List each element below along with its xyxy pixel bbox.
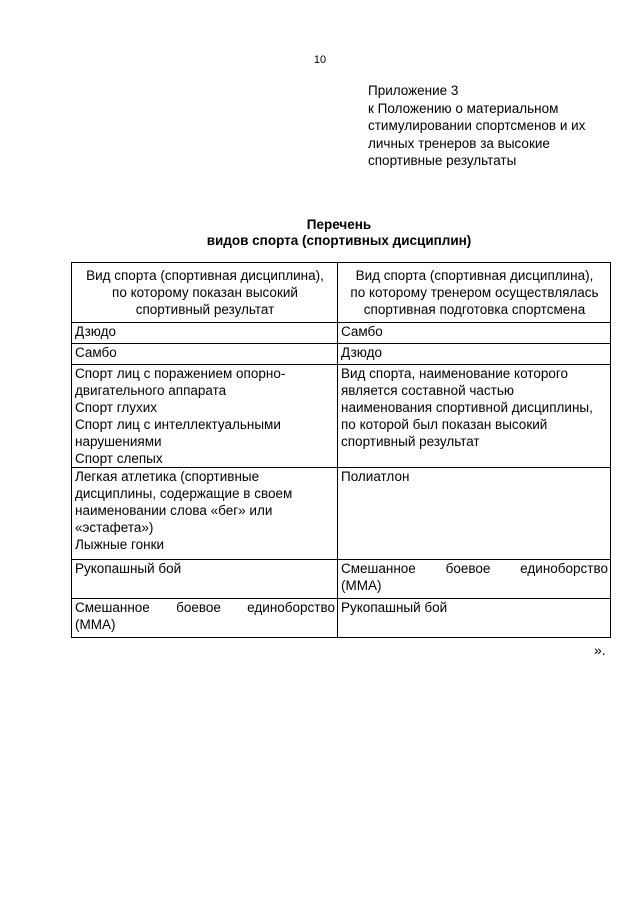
table-row — [72, 344, 611, 365]
table-cell — [72, 599, 338, 638]
table-row — [72, 323, 611, 344]
cell-line: спортивный результат — [341, 434, 480, 449]
table-cell — [72, 560, 338, 599]
table-row — [72, 560, 611, 599]
cell-line: Спорт слепых — [75, 451, 163, 466]
cell-line: Дзюдо — [75, 324, 116, 339]
cell-line: наименования спортивной дисциплины, — [341, 400, 593, 415]
table-row — [72, 365, 611, 468]
sports-table — [71, 262, 611, 638]
table-cell — [72, 468, 338, 560]
table-header-row — [72, 263, 611, 323]
table-cell — [338, 365, 611, 468]
cell-line: наименовании слова «бег» или — [75, 503, 273, 518]
cell-line: (ММА) — [75, 617, 116, 632]
header-line: спортивный результат — [135, 302, 275, 317]
cell-line: Спорт лиц с поражением опорно- — [75, 366, 286, 381]
cell-line: «эстафета») — [75, 520, 154, 535]
appendix-line: к Положению о материальном — [368, 100, 559, 116]
cell-line: Самбо — [341, 324, 383, 339]
cell-line: Спорт лиц с интеллектуальными — [75, 417, 281, 432]
table-cell — [338, 468, 611, 560]
header-line: спортивная подготовка спортсмена — [363, 302, 586, 317]
header-cell-training-sport — [338, 263, 611, 323]
cell-line: Рукопашный бой — [75, 561, 182, 576]
table-cell — [338, 599, 611, 638]
cell-line: (ММА) — [341, 578, 382, 593]
cell-line: Смешанное боевое единоборство — [75, 600, 335, 615]
table-row — [72, 468, 611, 560]
header-line: Вид спорта (спортивная дисциплина), — [355, 268, 594, 283]
header-line: Вид спорта (спортивная дисциплина), — [86, 268, 324, 283]
cell-line: Вид спорта, наименование которого — [341, 366, 568, 381]
cell-line: Спорт глухих — [75, 400, 158, 415]
cell-line: Полиатлон — [341, 469, 410, 484]
cell-line: нарушениями — [75, 434, 162, 449]
appendix-line: спортивные результаты — [368, 153, 517, 168]
cell-line: Смешанное боевое единоборство — [341, 561, 608, 576]
header-cell-result-sport — [72, 263, 338, 323]
appendix-line: стимулировании спортсменов и их — [368, 118, 586, 133]
cell-line: двигательного аппарата — [75, 383, 227, 398]
cell-line: является составной частью — [341, 383, 515, 398]
cell-line: Рукопашный бой — [341, 600, 448, 615]
header-line: по которому показан высокий — [112, 285, 298, 300]
appendix-line: личных тренеров за высокие — [368, 135, 550, 151]
table-cell — [72, 323, 338, 344]
header-line: по которому тренером осуществлялась — [350, 285, 599, 300]
cell-line: Самбо — [75, 345, 117, 360]
cell-line: Лыжные гонки — [75, 537, 165, 552]
table-row — [72, 599, 611, 638]
table-cell — [72, 365, 338, 468]
cell-line: по которой был показан высокий — [341, 417, 548, 432]
table-cell — [72, 344, 338, 365]
closing-quote-mark: ». — [594, 642, 606, 658]
appendix-heading — [368, 82, 618, 170]
cell-line: Легкая атлетика (спортивные — [75, 469, 260, 484]
title-line: видов спорта (спортивных дисциплин) — [206, 233, 472, 248]
cell-line: Дзюдо — [341, 345, 382, 360]
page-number: 10 — [313, 54, 327, 66]
cell-line: дисциплины, содержащие в своем — [75, 486, 293, 501]
title-line: Перечень — [306, 217, 372, 232]
document-title — [0, 217, 640, 249]
table-cell — [338, 344, 611, 365]
table-cell — [338, 560, 611, 599]
appendix-line: Приложение 3 — [368, 83, 459, 98]
table-cell — [338, 323, 611, 344]
